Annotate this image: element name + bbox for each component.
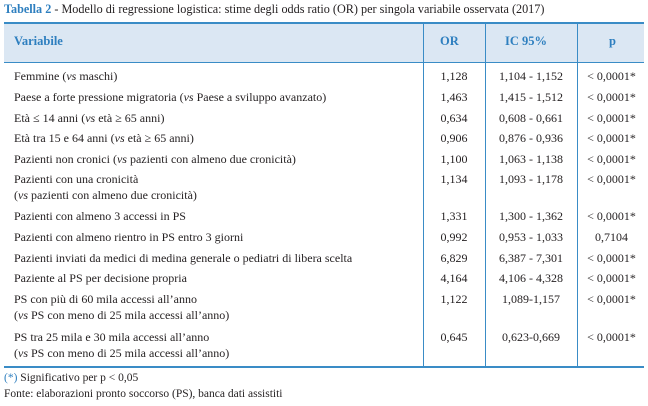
cell-variabile (14, 89, 419, 105)
table-caption: - Modello di regressione logistica: stime degli odds ratio (OR) per singola variabile osservata (2017) (51, 2, 545, 16)
variable-text: PS con più di 60 mila accessi all’anno (14, 292, 197, 306)
table-label: Tabella 2 (4, 2, 52, 16)
header-ic: IC 95% (505, 34, 548, 48)
variable-text: PS con meno di 25 mila accessi all’anno) (28, 308, 230, 322)
variable-text: ( (14, 188, 18, 202)
header-variabile: Variabile (14, 34, 63, 48)
cell-p: < 0,0001* (587, 90, 636, 104)
cell-variabile (14, 110, 419, 126)
cell-variabile (14, 171, 419, 203)
variable-line (14, 151, 419, 167)
footnote-significance (4, 372, 138, 384)
variable-vs: vs (85, 111, 96, 125)
variable-text: PS con meno di 25 mila accessi all’anno) (28, 346, 230, 360)
cell-ic: 0,876 - 0,936 (499, 131, 563, 145)
cell-or: 1,122 (440, 292, 468, 306)
footnote-source: Fonte: elaborazioni pronto soccorso (PS), banca dati assistiti (4, 388, 283, 400)
cell-p: < 0,0001* (587, 172, 636, 186)
variable-line (14, 270, 419, 286)
variable-text: Femmine ( (14, 69, 67, 83)
variable-text: Paese a forte pressione migratoria ( (14, 90, 184, 104)
variable-text: Paziente al PS per decisione propria (14, 271, 187, 285)
variable-line (14, 329, 419, 345)
cell-p: < 0,0001* (587, 330, 636, 344)
cell-ic: 1,063 - 1,138 (499, 152, 563, 166)
variable-line (14, 89, 419, 105)
variable-text: pazienti con almeno due cronicità) (28, 188, 197, 202)
variable-text: Età tra 15 e 64 anni ( (14, 131, 115, 145)
cell-variabile (14, 270, 419, 286)
cell-ic: 0,623-0,669 (502, 330, 560, 344)
variable-vs: vs (18, 188, 28, 202)
cell-p: < 0,0001* (587, 251, 636, 265)
variable-line (14, 307, 419, 323)
variable-text: età ≥ 65 anni) (124, 131, 194, 145)
variable-text: Età ≤ 14 anni ( (14, 111, 86, 125)
variable-line (14, 291, 419, 307)
variable-vs: vs (66, 69, 77, 83)
variable-vs: vs (18, 346, 28, 360)
variable-text: Pazienti con almeno 3 accessi in PS (14, 209, 186, 223)
cell-p: < 0,0001* (587, 131, 636, 145)
variable-line (14, 171, 419, 187)
variable-text: ( (14, 346, 18, 360)
regression-table (4, 22, 644, 368)
cell-p: < 0,0001* (587, 271, 636, 285)
cell-or: 1,128 (440, 69, 468, 83)
cell-p: < 0,0001* (587, 152, 636, 166)
variable-line (14, 187, 419, 203)
cell-p: < 0,0001* (587, 209, 636, 223)
variable-text: maschi) (76, 69, 118, 83)
variable-line (14, 110, 419, 126)
cell-or: 4,164 (440, 271, 468, 285)
variable-text: ( (14, 308, 18, 322)
cell-variabile (14, 151, 419, 167)
cell-ic: 1,300 - 1,362 (499, 209, 563, 223)
variable-text: PS tra 25 mila e 30 mila accessi all’anno (14, 330, 210, 344)
variable-vs: vs (114, 131, 125, 145)
variable-vs: vs (116, 152, 127, 166)
variable-text: Pazienti con almeno rientro in PS entro 3 giorni (14, 230, 244, 244)
variable-vs: vs (18, 308, 28, 322)
variable-line (14, 208, 419, 224)
table-header (4, 24, 644, 63)
variable-line (14, 130, 419, 146)
cell-or: 1,100 (440, 152, 468, 166)
cell-variabile (14, 68, 419, 84)
cell-or: 6,829 (440, 251, 468, 265)
cell-ic: 6,387 - 7,301 (499, 251, 563, 265)
cell-or: 1,331 (440, 209, 468, 223)
variable-line (14, 250, 419, 266)
cell-or: 0,906 (440, 131, 468, 145)
variable-text: Pazienti non cronici ( (14, 152, 117, 166)
cell-ic: 0,608 - 0,661 (499, 111, 563, 125)
variable-text: età ≥ 65 anni) (95, 111, 165, 125)
column-divider (577, 24, 578, 366)
cell-variabile (14, 208, 419, 224)
cell-p: < 0,0001* (587, 69, 636, 83)
header-p: p (609, 34, 616, 48)
variable-text: Pazienti con una cronicità (14, 172, 139, 186)
cell-or: 0,634 (440, 111, 468, 125)
cell-ic: 1,093 - 1,178 (499, 172, 563, 186)
cell-ic: 1,104 - 1,152 (499, 69, 563, 83)
table-title (4, 2, 544, 17)
variable-line (14, 68, 419, 84)
cell-or: 1,134 (440, 172, 468, 186)
cell-or: 1,463 (440, 90, 468, 104)
cell-p: < 0,0001* (587, 111, 636, 125)
variable-line (14, 229, 419, 245)
cell-ic: 1,415 - 1,512 (499, 90, 563, 104)
variable-text: Paese a sviluppo avanzato) (193, 90, 327, 104)
cell-p: 0,7104 (595, 230, 628, 244)
variable-line (14, 345, 419, 361)
footnote-asterisk: (*) (4, 372, 18, 384)
cell-variabile (14, 250, 419, 266)
cell-ic: 4,106 - 4,328 (499, 271, 563, 285)
cell-ic: 1,089-1,157 (502, 292, 560, 306)
variable-vs: vs (183, 90, 194, 104)
cell-variabile (14, 329, 419, 361)
variable-text: Pazienti inviati da medici di medina generale o pediatri di libera scelta (14, 251, 353, 265)
footnote-text: Significativo per p < 0,05 (17, 372, 139, 384)
cell-or: 0,992 (440, 230, 468, 244)
cell-or: 0,645 (440, 330, 468, 344)
cell-variabile (14, 229, 419, 245)
cell-p: < 0,0001* (587, 292, 636, 306)
header-or: OR (440, 34, 459, 48)
cell-variabile (14, 130, 419, 146)
cell-variabile (14, 291, 419, 323)
cell-ic: 0,953 - 1,033 (499, 230, 563, 244)
variable-text: pazienti con almeno due cronicità) (126, 152, 296, 166)
